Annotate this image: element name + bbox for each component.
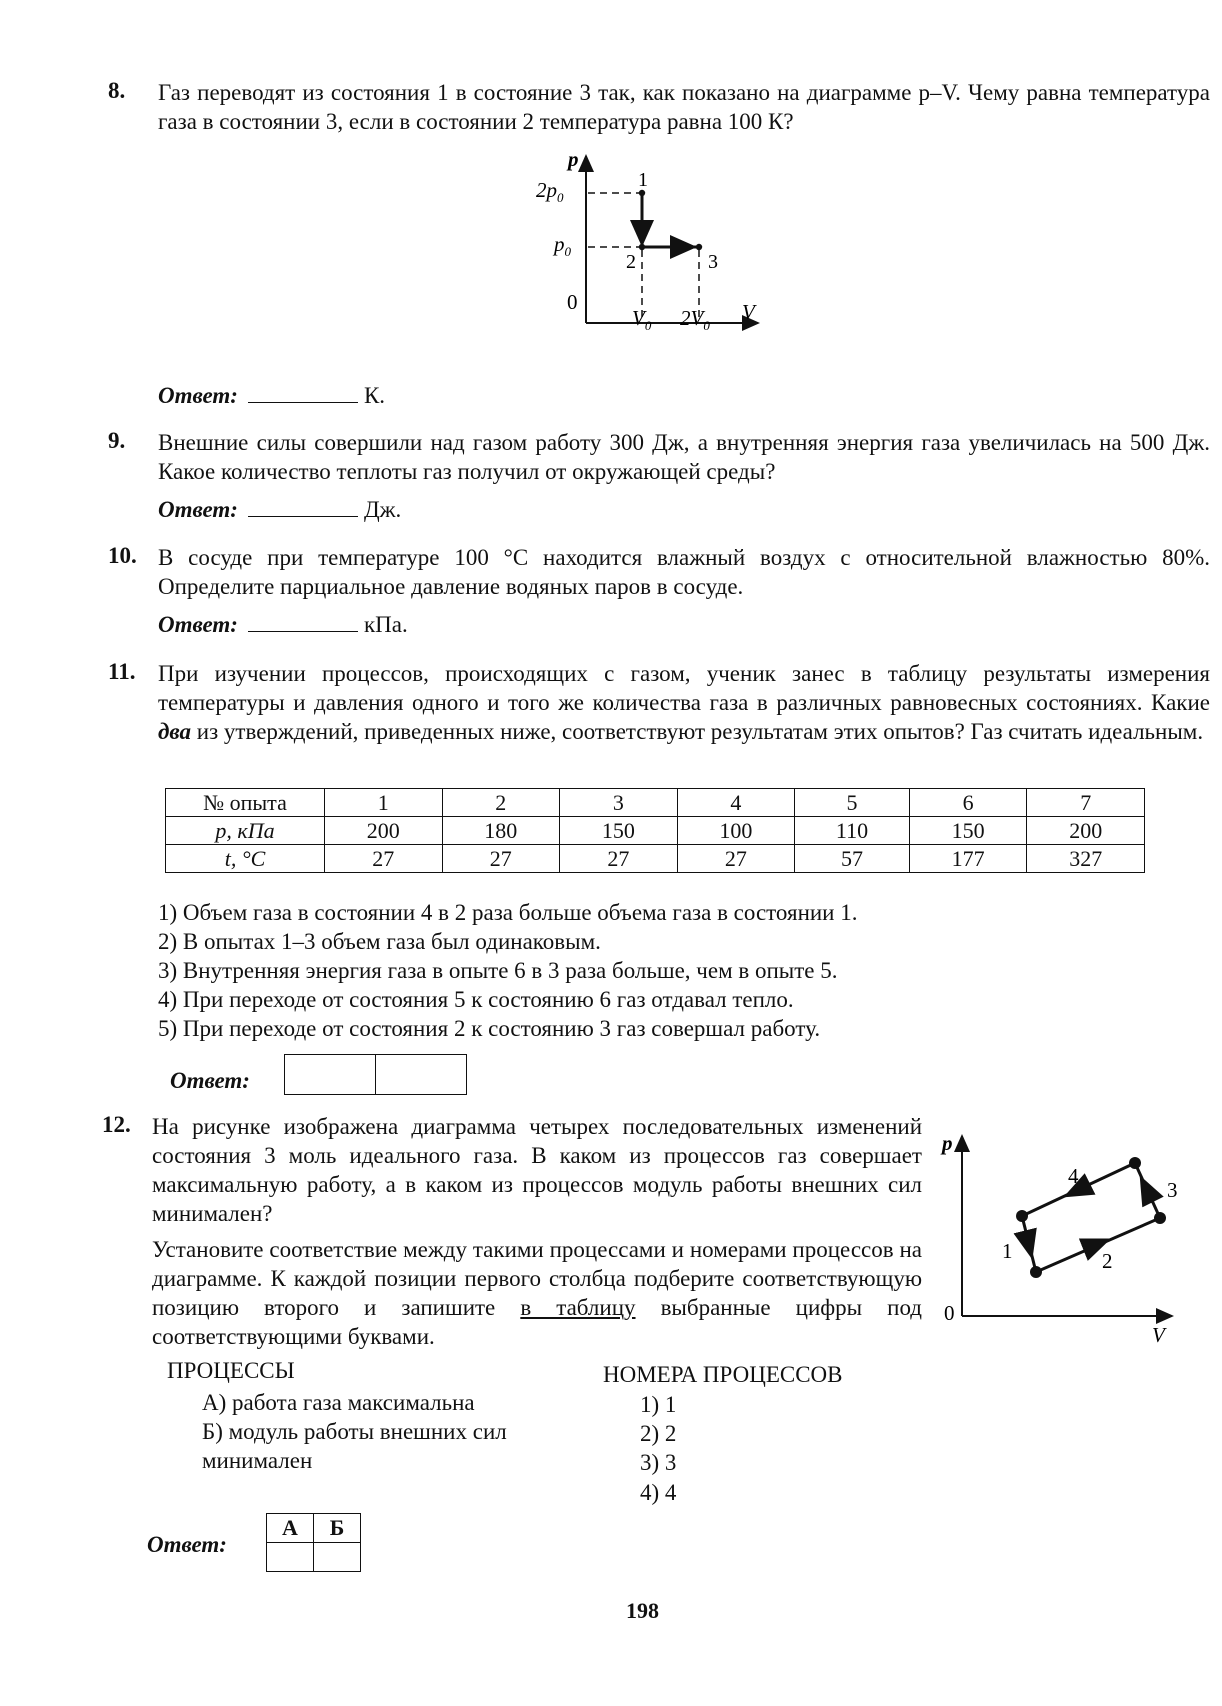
process-4 bbox=[1022, 1163, 1135, 1216]
v-axis-label: V bbox=[742, 300, 755, 324]
svg-text:1: 1 bbox=[638, 169, 648, 191]
process-a: А) работа газа максимальна bbox=[202, 1390, 475, 1415]
question-11-answer-label: Ответ: bbox=[170, 1068, 250, 1093]
table-row bbox=[166, 789, 1145, 817]
table-cell: 150 bbox=[909, 817, 1027, 845]
table-cell: 27 bbox=[677, 845, 795, 873]
table-cell: 1 bbox=[325, 789, 443, 817]
question-11-text: При изучении процессов, происходящих с газом, ученик занес в таблицу результаты измерения температуры и давления одного и того же количества газа в различных равновесных состояниях. Какие два из утверждений, приведенных ниже, соответствуют результатам этих опытов? Газ считать идеальным. bbox=[158, 661, 1210, 744]
answer-10-field[interactable] bbox=[248, 613, 358, 632]
experiment-table bbox=[165, 788, 1145, 873]
question-10-number: 10. bbox=[108, 543, 137, 568]
table-row bbox=[166, 845, 1145, 873]
svg-text:3: 3 bbox=[1167, 1178, 1178, 1202]
question-11-number: 11. bbox=[108, 659, 136, 684]
number-option-1: 1) 1 bbox=[640, 1392, 677, 1417]
page-number: 198 bbox=[626, 1598, 659, 1623]
question-8-text: Газ переводят из состояния 1 в состояние 3 так, как показано на диаграмме p–V. Чему равна температура газа в состоянии 3, если в состоянии 2 температура равна 100 К? bbox=[158, 80, 1210, 134]
option-1: 1) Объем газа в состоянии 4 в 2 раза больше объема газа в состоянии 1. bbox=[158, 900, 858, 925]
question-12-number: 12. bbox=[102, 1112, 131, 1137]
svg-text:0: 0 bbox=[944, 1301, 955, 1325]
table-row bbox=[267, 1543, 361, 1572]
question-9-text: Внешние силы совершили над газом работу 300 Дж, а внутренняя энергия газа увеличилась на 500 Дж. Какое количество теплоты газ получил от окружающей среды? bbox=[158, 430, 1210, 484]
answer-8-field[interactable] bbox=[248, 384, 358, 403]
table-cell: 177 bbox=[909, 845, 1027, 873]
question-12-answer-label: Ответ: bbox=[147, 1532, 227, 1557]
table-cell: 180 bbox=[442, 817, 560, 845]
table-cell: 27 bbox=[442, 845, 560, 873]
number-option-4: 4) 4 bbox=[640, 1480, 677, 1505]
table-cell: 27 bbox=[325, 845, 443, 873]
table-cell: 200 bbox=[1027, 817, 1145, 845]
question-11-answer-boxes bbox=[284, 1054, 467, 1095]
pv-diagram-q12 bbox=[940, 1130, 1180, 1350]
svg-text:3: 3 bbox=[708, 251, 718, 273]
svg-text:2: 2 bbox=[626, 251, 636, 273]
table-cell: 327 bbox=[1027, 845, 1145, 873]
process-3 bbox=[1135, 1163, 1160, 1218]
table-cell: 7 bbox=[1027, 789, 1145, 817]
svg-text:1: 1 bbox=[1002, 1239, 1013, 1263]
process-b: Б) модуль работы внешних сил bbox=[202, 1419, 507, 1444]
svg-text:p0: $p_0$ bbox=[554, 232, 571, 259]
table-cell: 2 bbox=[442, 789, 560, 817]
option-5: 5) При переходе от состояния 2 к состоянию 3 газ совершал работу. bbox=[158, 1016, 821, 1041]
question-8-number: 8. bbox=[108, 78, 126, 103]
table-header-cell: t, °С bbox=[166, 845, 325, 873]
answer-9-field[interactable] bbox=[248, 498, 358, 517]
table-cell: 6 bbox=[909, 789, 1027, 817]
table-cell: 200 bbox=[325, 817, 443, 845]
process-b-cont: минимален bbox=[202, 1448, 313, 1473]
table-cell: 27 bbox=[560, 845, 678, 873]
pv-diagram-q8 bbox=[520, 150, 770, 370]
svg-text:V0: $V_0$ bbox=[632, 306, 652, 333]
svg-text:4: 4 bbox=[1068, 1164, 1079, 1188]
answer-header-a: А bbox=[267, 1514, 314, 1543]
table-cell: 100 bbox=[677, 817, 795, 845]
question-9-number: 9. bbox=[108, 428, 126, 453]
question-12-text: На рисунке изображена диаграмма четырех последовательных изменений состояния 3 моль идеального газа. В каком из процессов газ совершает максимальную работу, а в каком из процессов модуль работы внешних сил минимален? bbox=[152, 1114, 922, 1226]
option-4: 4) При переходе от состояния 5 к состоянию 6 газ отдавал тепло. bbox=[158, 987, 794, 1012]
question-10-answer: Ответ: кПа. bbox=[158, 612, 408, 637]
table-row bbox=[267, 1514, 361, 1543]
p-axis-label: p bbox=[942, 1131, 953, 1155]
table-cell: 110 bbox=[795, 817, 910, 845]
table-row bbox=[166, 817, 1145, 845]
option-3: 3) Внутренняя энергия газа в опыте 6 в 3 раза больше, чем в опыте 5. bbox=[158, 958, 838, 983]
question-12-instruction: Установите соответствие между такими процессами и номерами процессов на диаграмме. К каждой позиции первого столбца подберите соответствующую позицию второго и запишите в таблицу выбранные цифры под соответствующими буквами. bbox=[152, 1237, 923, 1349]
option-2: 2) В опытах 1–3 объем газа был одинаковым. bbox=[158, 929, 601, 954]
v-axis-label: V bbox=[1152, 1323, 1165, 1347]
answer-cell-b[interactable] bbox=[314, 1543, 361, 1572]
question-12-answer-table bbox=[266, 1513, 361, 1572]
table-header-cell: p, кПа bbox=[166, 817, 325, 845]
answer-11-box-2[interactable] bbox=[376, 1054, 467, 1095]
question-9-answer: Ответ: Дж. bbox=[158, 497, 402, 522]
answer-cell-a[interactable] bbox=[267, 1543, 314, 1572]
answer-11-box-1[interactable] bbox=[284, 1054, 376, 1095]
number-option-2: 2) 2 bbox=[640, 1421, 677, 1446]
number-option-3: 3) 3 bbox=[640, 1450, 677, 1475]
table-cell: 5 bbox=[795, 789, 910, 817]
question-8-answer: Ответ: К. bbox=[158, 383, 386, 408]
svg-text:2V0: $2V_0$ bbox=[680, 306, 710, 333]
svg-text:0: 0 bbox=[567, 290, 578, 314]
table-cell: 4 bbox=[677, 789, 795, 817]
question-10-text: В сосуде при температуре 100 °С находится влажный воздух с относительной влажностью 80%. Определите парциальное давление водяных паров в сосуде. bbox=[158, 545, 1210, 599]
table-cell: 150 bbox=[560, 817, 678, 845]
p-axis-label: p bbox=[568, 150, 579, 171]
processes-title: ПРОЦЕССЫ bbox=[167, 1358, 295, 1383]
svg-text:2p0: $2p_0$ bbox=[536, 178, 564, 205]
answer-header-b: Б bbox=[314, 1514, 361, 1543]
table-cell: 57 bbox=[795, 845, 910, 873]
numbers-title: НОМЕРА ПРОЦЕССОВ bbox=[603, 1362, 843, 1387]
svg-text:2: 2 bbox=[1102, 1249, 1113, 1273]
table-cell: 3 bbox=[560, 789, 678, 817]
table-header-cell: № опыта bbox=[166, 789, 325, 817]
